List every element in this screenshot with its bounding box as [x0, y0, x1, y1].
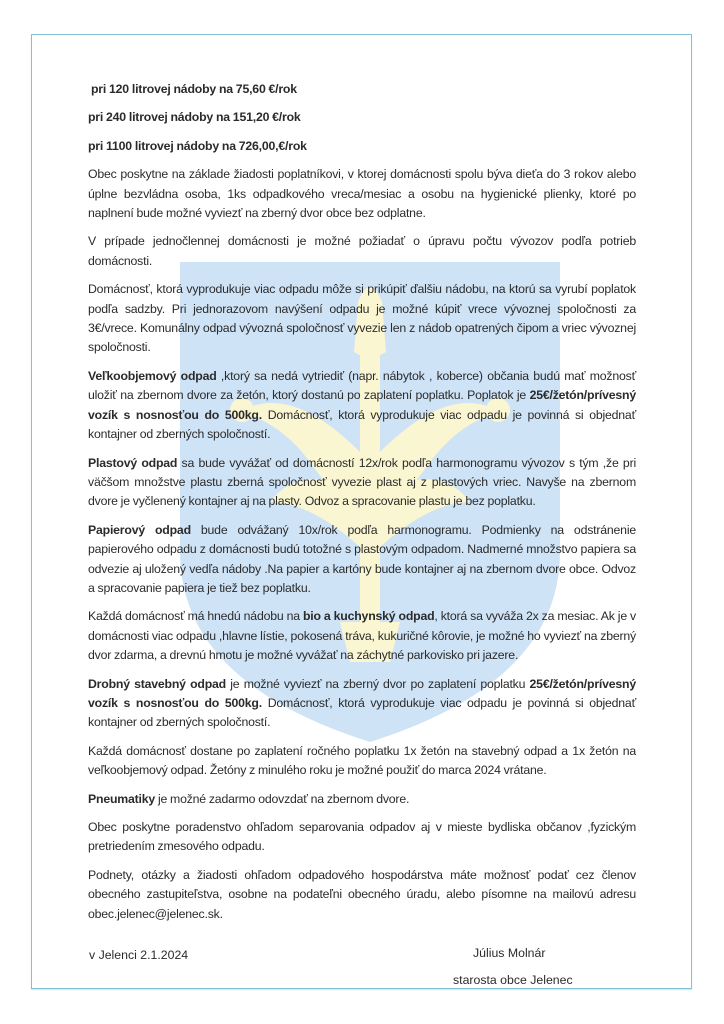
paragraph-bio-waste — [88, 607, 636, 665]
tyres-heading: Pneumatiky — [88, 791, 156, 806]
plastic-waste-text: sa bude vyvážať od domácností 12x/rok podľa harmonogramu vývozov s tým ,že pri väčšom množstve plastu zberná spoločnosť vyvezie plast aj z plastových vriec. Navyše na zbernom dvore je vyčlenený kontajner aj na plasty. Odvoz a spracovanie plastu je bez poplatku. — [88, 455, 636, 509]
document-body — [88, 80, 636, 924]
construction-waste-heading: Drobný stavebný odpad — [88, 676, 226, 691]
bulky-waste-text-2: Domácnosť, ktorá vyprodukuje viac odpadu je povinná si objednať kontajner od zberných spoločností. — [88, 407, 636, 442]
paragraph-extra-waste: Domácnosť, ktorá vyprodukuje viac odpadu môže si prikúpiť ďalšiu nádobu, na ktorú sa vyrubí poplatok podľa sadzby. Pri jednorazovom navýšení odpadu je možné kúpiť vrece vývoznej spoločnosti za 3€/vrece. Komunálny odpad vývozná spoločnosť vyvezie len z nádob opatrených čipom a vriec vývoznej spoločnosti. — [88, 282, 636, 355]
paragraph-construction-waste — [88, 675, 636, 733]
rate-1100l: pri 1100 litrovej nádoby na 726,00,€/rok — [88, 138, 307, 153]
paragraph-contact: Podnety, otázky a žiadosti ohľadom odpadového hospodárstva máte možnosť podať cez členov obecného zastupiteľstva, osobne na podateľni obecného úradu, alebo písomne na mailovú adresu obec.jelenec@jelenec.sk. — [88, 867, 636, 921]
signer-name: Július Molnár — [473, 946, 546, 961]
construction-waste-text-2: Domácnosť, ktorá vyprodukuje viac odpadu je povinná si objednať kontajner od zberných spoločností. — [88, 695, 636, 730]
bulky-waste-text-1: ,ktorý sa nedá vytriediť (napr. nábytok , koberce) občania budú mať možnosť uložiť na zbernom dvore za žetón, ktorý dostanú po zaplatení poplatku. Poplatok je — [88, 368, 636, 403]
paper-waste-text: bude odvážaný 10x/rok podľa harmonogramu. Podmienky na odstránenie papierového odpadu z domácnosti budú totožné s plastovým odpadom. Nadmerné množstvo papiera sa odvezie aj uložený vedľa nádoby .Na papier a kartóny bude kontajner aj na zbernom dvore obce. Odvoz a spracovanie papiera je tiež bez poplatku. — [88, 522, 636, 595]
construction-waste-fee: 25€/žetón/prívesný vozík s nosnosťou do 500kg. — [88, 676, 636, 710]
paragraph-advice: Obec poskytne poradenstvo ohľadom separovania odpadov aj v mieste bydliska občanov ,fyzickým pretriedením zmesového odpadu. — [88, 820, 636, 854]
paragraph-paper-waste — [88, 521, 636, 599]
plastic-waste-heading: Plastový odpad — [88, 455, 178, 470]
paragraph-plastic-waste — [88, 454, 636, 512]
paper-waste-heading: Papierový odpad — [88, 522, 191, 537]
paragraph-tyres — [88, 790, 636, 809]
bio-waste-text-2: , ktorá sa vyváža 2x za mesiac. Ak je v domácnosti viac odpadu ,hlavne lístie, pokosená tráva, kukuričné kôrovie, je možné ho vyviezť na zberný dvor zdarma, a drevnú hmotu je možné vyvážať na záchytné parkovisko pri jazere. — [88, 609, 637, 663]
construction-waste-text-1: je možné vyviezť na zberný dvor po zaplatení poplatku — [225, 676, 530, 691]
paragraph-tokens: Každá domácnosť dostane po zaplatení ročného poplatku 1x žetón na stavebný odpad a 1x žetón na veľkoobjemový odpad. Žetóny z minulého roku je možné použiť do marca 2024 vrátane. — [88, 743, 636, 778]
rate-120l: pri 120 litrovej nádoby na 75,60 €/rok — [91, 82, 297, 96]
paragraph-single-household: V prípade jednočlennej domácnosti je možné požiadať o úpravu počtu vývozov podľa potrieb domácnosti. — [88, 234, 636, 268]
place-and-date: v Jelenci 2.1.2024 — [89, 948, 189, 963]
bulky-waste-heading: Veľkoobjemový odpad — [88, 368, 217, 383]
bulky-waste-fee: 25€/žetón/prívesný vozík s nosnosťou do 500kg. — [88, 388, 636, 422]
signature-block — [88, 946, 636, 996]
bio-waste-text-1: Každá domácnosť má hnedú nádobu na — [88, 609, 303, 624]
bio-waste-heading: bio a kuchynský odpad — [302, 609, 435, 624]
paragraph-child-diapers: Obec poskytne na základe žiadosti poplatníkovi, v ktorej domácnosti spolu býva dieťa do 3 rokov alebo úplne bezvládna osoba, 1ks odpadkového vreca/mesiac a osobu na hygienické plienky, ktoré po naplnení bude možné vyviezť na zberný dvor obce bez odplatne. — [88, 167, 636, 221]
tyres-text: je možné zadarmo odovzdať na zbernom dvore. — [155, 791, 410, 806]
rate-240l: pri 240 litrovej nádoby na 151,20 €/rok — [88, 110, 301, 125]
signer-title: starosta obce Jelenec — [453, 973, 573, 988]
paragraph-bulky-waste — [88, 367, 636, 445]
